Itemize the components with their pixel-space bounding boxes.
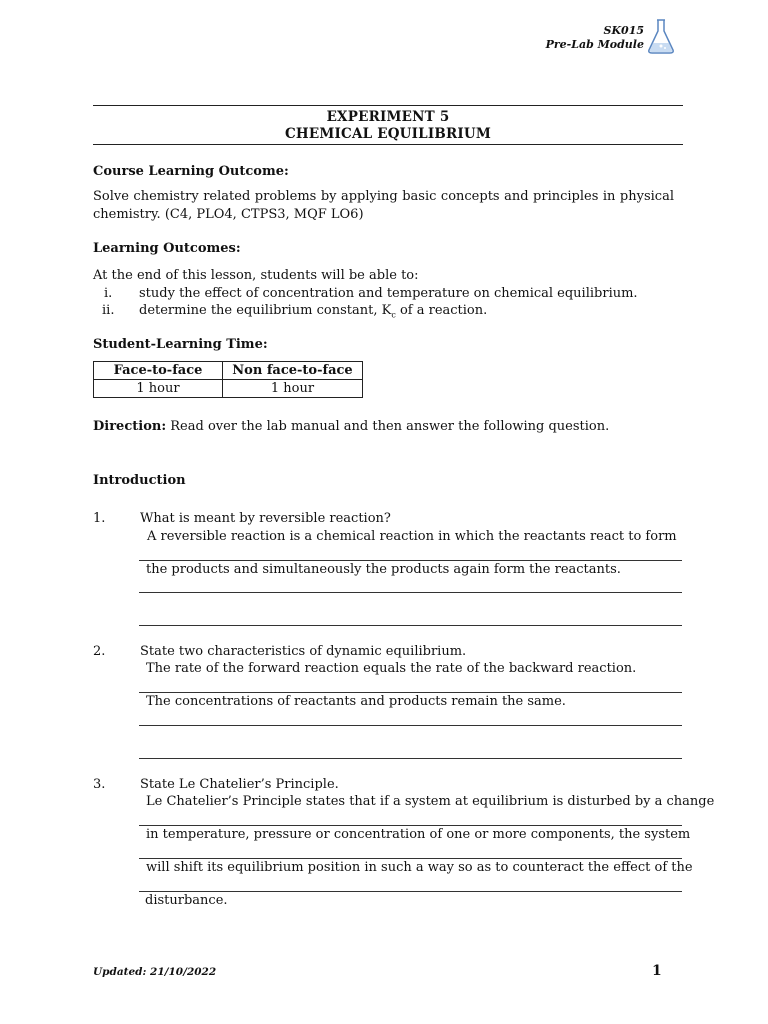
answer-line: [139, 692, 682, 693]
flask-icon: [646, 16, 676, 56]
introduction-heading: Introduction: [93, 473, 186, 488]
direction: [93, 418, 609, 436]
question-text: State Le Chatelier’s Principle.: [140, 777, 339, 792]
answer-line: [139, 592, 682, 593]
answer-line-text[interactable]: The concentrations of reactants and products remain the same.: [146, 694, 566, 709]
answer-line: [139, 891, 682, 892]
answer-line: [139, 625, 682, 626]
outcome-text: determine the equilibrium constant, $K_c$ of a reaction.: [139, 303, 488, 320]
answer-line: [139, 560, 682, 561]
answer-line-text[interactable]: A reversible reaction is a chemical reaction in which the reactants react to form: [147, 529, 677, 544]
question-text: State two characteristics of dynamic equilibrium.: [140, 644, 467, 659]
answer-line-text[interactable]: Le Chatelier’s Principle states that if a system at equilibrium is disturbed by a change: [146, 794, 715, 809]
answer-line: [139, 758, 682, 759]
experiment-title: CHEMICAL EQUILIBRIUM: [284, 126, 492, 142]
table-header-non-face-to-face: Non face-to-face: [223, 362, 363, 380]
answer-line: [139, 725, 682, 726]
module-name: Pre-Lab Module: [545, 38, 644, 51]
question-number: 3.: [93, 777, 106, 792]
outcome-number: i.: [104, 286, 113, 301]
outcome-text: study the effect of concentration and temperature on chemical equilibrium.: [139, 286, 638, 301]
table-cell-non-face-to-face: 1 hour: [223, 380, 363, 398]
answer-line-text[interactable]: disturbance.: [145, 893, 228, 908]
student-learning-time-heading: Student-Learning Time:: [93, 337, 268, 352]
updated-date: Updated: 21/10/2022: [93, 966, 217, 978]
answer-line-text[interactable]: the products and simultaneously the products again form the reactants.: [146, 562, 621, 577]
direction-text: Read over the lab manual and then answer the following question.: [166, 419, 610, 434]
subscript-c: c: [391, 310, 396, 320]
answer-line-text[interactable]: in temperature, pressure or concentration of one or more components, the system: [146, 827, 691, 842]
title-top-rule: [93, 105, 683, 106]
experiment-number: EXPERIMENT 5: [326, 109, 450, 125]
answer-line-text[interactable]: The rate of the forward reaction equals the rate of the backward reaction.: [146, 661, 637, 676]
student-learning-time-table: [93, 361, 363, 398]
answer-line: [139, 858, 682, 859]
question-number: 2.: [93, 644, 106, 659]
question-text: What is meant by reversible reaction?: [140, 511, 391, 526]
module-code: SK015: [603, 24, 644, 37]
table-cell-face-to-face: 1 hour: [94, 380, 223, 398]
learning-outcomes-intro: At the end of this lesson, students will be able to:: [93, 268, 419, 283]
title-bottom-rule: [93, 144, 683, 145]
answer-line: [139, 825, 682, 826]
course-learning-outcome-heading: Course Learning Outcome:: [93, 164, 289, 179]
table-header-face-to-face: Face-to-face: [94, 362, 223, 380]
page-number: 1: [652, 963, 662, 979]
direction-label: Direction:: [93, 419, 167, 434]
answer-line-text[interactable]: will shift its equilibrium position in such a way so as to counteract the effect of the: [146, 860, 693, 875]
question-number: 1.: [93, 511, 106, 526]
learning-outcomes-heading: Learning Outcomes:: [93, 241, 241, 256]
course-learning-outcome-text: Solve chemistry related problems by applying basic concepts and principles in physical: [93, 189, 674, 204]
outcome-number: ii.: [102, 303, 115, 318]
course-learning-outcome-text-2: chemistry. (C4, PLO4, CTPS3, MQF LO6): [93, 207, 364, 222]
